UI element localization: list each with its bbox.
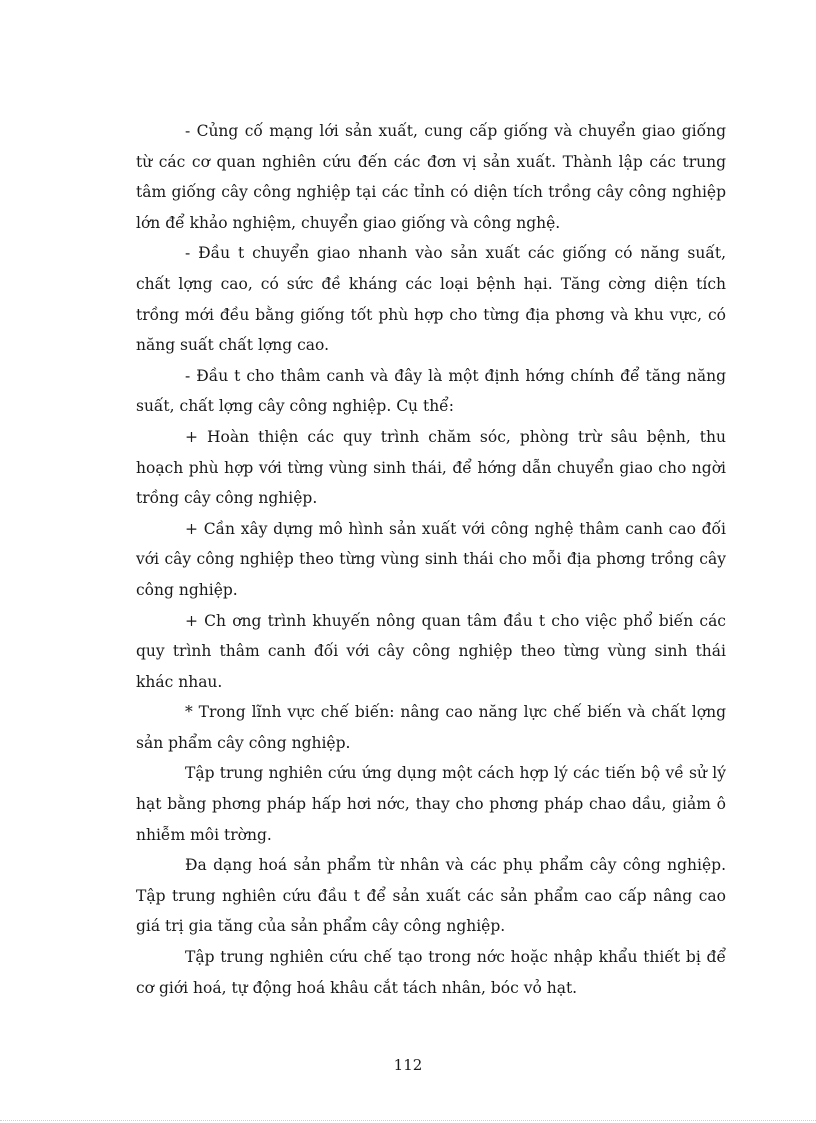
paragraph-extension-program: + Ch ơng trình khuyến nông quan tâm đầu t cho việc phổ biến các quy trình thâm canh đối với cây công nghiệp theo từng vùng sinh thái khác nhau. [136,611,726,691]
paragraph-processing-field: * Trong lĩnh vực chế biến: nâng cao năng lực chế biến và chất lợng sản phẩm cây công nghiệp. [136,703,726,752]
page-number: 112 [393,1056,423,1074]
paragraph-seed-processing-research: Tập trung nghiên cứu ứng dụng một cách hợp lý các tiến bộ về sử lý hạt bằng phơng pháp hấp hơi nớc, thay cho phơng pháp chao dầu, giảm ô nhiễm môi trờng. [136,764,726,844]
page-bottom-divider [0,1120,816,1121]
paragraph-mechanization: Tập trung nghiên cứu chế tạo trong nớc hoặc nhập khẩu thiết bị để cơ giới hoá, tự động hoá khâu cắt tách nhân, bóc vỏ hạt. [136,948,726,997]
paragraph-invest-seed-transfer: - Đầu t chuyển giao nhanh vào sản xuất các giống có năng suất, chất lợng cao, có sức đề kháng các loại bệnh hại. Tăng cờng diện tích trồng mới đều bằng giống tốt phù hợp cho từng địa phơng và khu vực, có năng suất chất lợng cao. [136,244,726,355]
paragraph-complete-procedures: + Hoàn thiện các quy trình chăm sóc, phòng trừ sâu bệnh, thu hoạch phù hợp với từng vùng sinh thái, để hớng dẫn chuyển giao cho ngời trồng cây công nghiệp. [136,427,726,508]
paragraph-build-model: + Cần xây dựng mô hình sản xuất với công nghệ thâm canh cao đối với cây công nghiệp theo từng vùng sinh thái cho mỗi địa phơng trồng cây công nghiệp. [136,519,726,599]
body-text [136,116,726,1003]
paragraph-strengthen-seed-network: - Củng cố mạng lới sản xuất, cung cấp giống và chuyển giao giống từ các cơ quan nghiên cứu đến các đơn vị sản xuất. Thành lập các trung tâm giống cây công nghiệp tại các tỉnh có diện tích trồng cây công nghiệp lớn để khảo nghiệm, chuyển giao giống và công nghệ. [136,122,726,232]
paragraph-product-diversification: Đa dạng hoá sản phẩm từ nhân và các phụ phẩm cây công nghiệp. Tập trung nghiên cứu đầu t để sản xuất các sản phẩm cao cấp nâng cao giá trị gia tăng của sản phẩm cây công nghiệp. [136,856,726,936]
paragraph-invest-intensive-farming: - Đầu t cho thâm canh và đây là một định hớng chính để tăng năng suất, chất lợng cây công nghiệp. Cụ thể: [136,366,726,416]
